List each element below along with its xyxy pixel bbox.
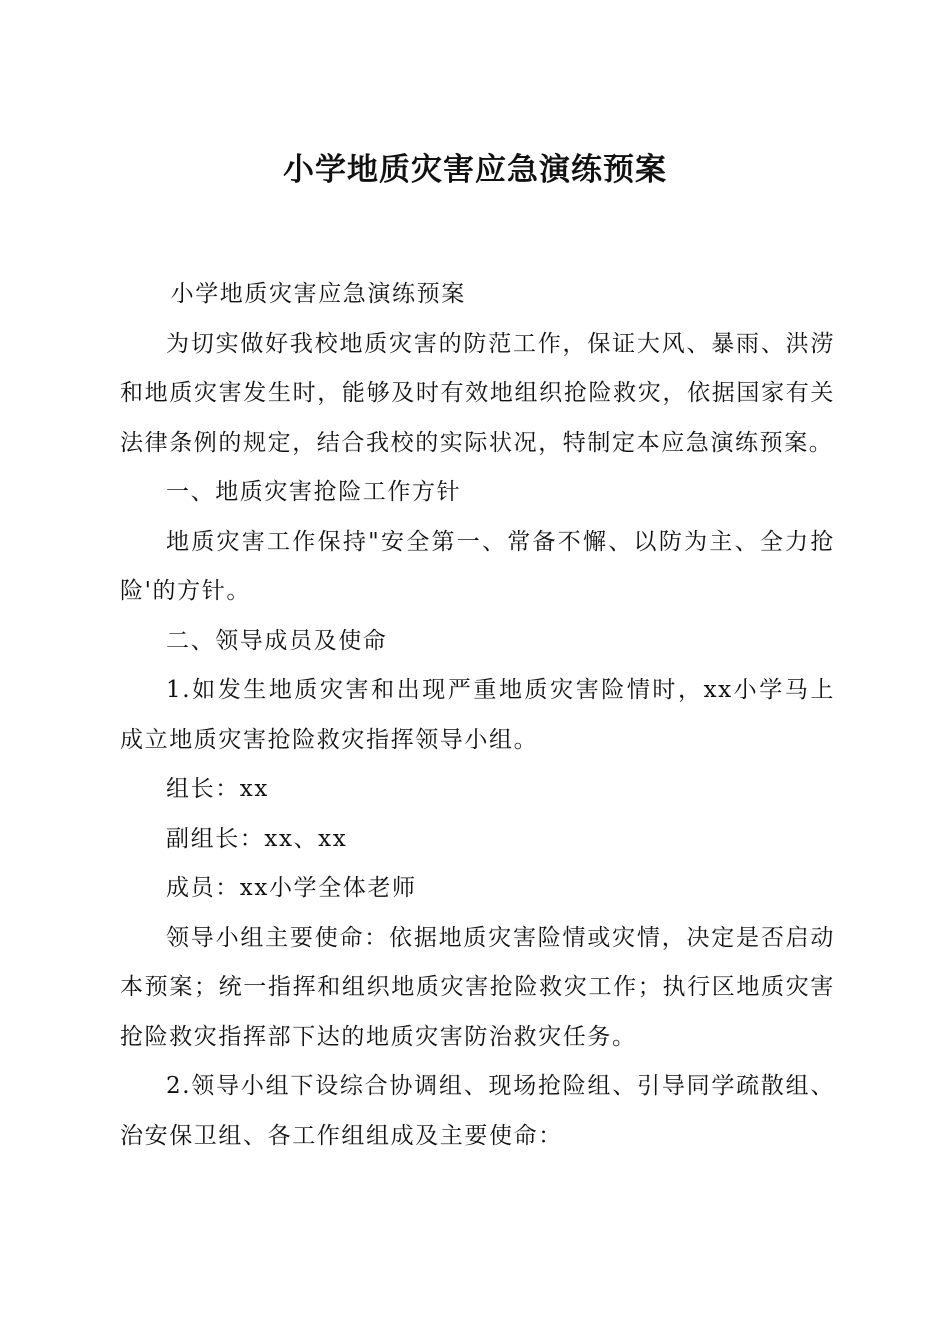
section-heading-2: 二、领导成员及使命	[166, 627, 388, 654]
paragraph-members: 成员：xx小学全体老师	[166, 875, 417, 901]
document-body	[120, 270, 835, 1161]
paragraph-mission: 领导小组主要使命：依据地质灾害险情或灾情，决定是否启动本预案；统一指挥和组织地质灾害抢险救灾工作；执行区地质灾害抢险救灾指挥部下达的地质灾害防治救灾任务。	[120, 924, 835, 1050]
paragraph-intro: 为切实做好我校地质灾害的防范工作，保证大风、暴雨、洪涝和地质灾害发生时，能够及时有效地组织抢险救灾，依据国家有关法律条例的规定，结合我校的实际状况，特制定本应急演练预案。	[120, 330, 835, 456]
paragraph-deputy-leader: 副组长：xx、xx	[166, 825, 348, 852]
document-title: 小学地质灾害应急演练预案	[283, 152, 667, 188]
paragraph-policy: 地质灾害工作保持"安全第一、常备不懈、以防为主、全力抢险'的方针。	[120, 528, 835, 604]
paragraph-item-2: 2.领导小组下设综合协调组、现场抢险组、引导同学疏散组、治安保卫组、各工作组组成及主要使命：	[120, 1073, 835, 1149]
section-heading-1: 一、地质灾害抢险工作方针	[166, 479, 462, 505]
paragraph-subtitle: 小学地质灾害应急演练预案	[170, 281, 466, 307]
paragraph-item-1: 1.如发生地质灾害和出现严重地质灾害险情时，xx小学马上成立地质灾害抢险救灾指挥领导小组。	[120, 677, 835, 753]
paragraph-leader: 组长：xx	[166, 776, 269, 802]
